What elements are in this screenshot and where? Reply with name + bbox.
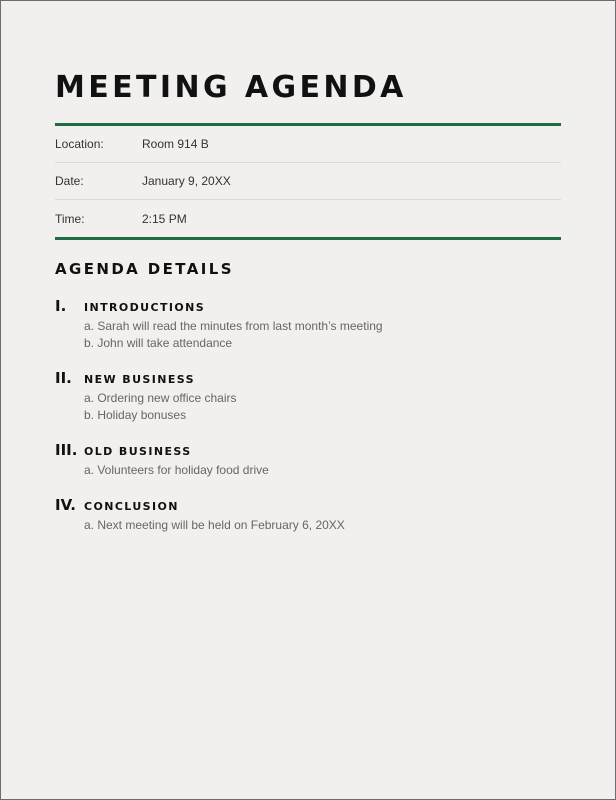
list-item: b. John will take attendance — [84, 336, 233, 350]
section-subitems — [84, 462, 561, 479]
section-title: INTRODUCTIONS — [84, 301, 206, 314]
agenda-section-old-business — [55, 441, 561, 479]
list-item: a. Ordering new office chairs — [84, 391, 237, 405]
agenda-section-new-business — [55, 369, 561, 424]
date-label: Date: — [55, 174, 84, 188]
section-numeral: I. — [55, 297, 67, 315]
section-numeral: IV. — [55, 496, 76, 514]
list-item: b. Holiday bonuses — [84, 408, 187, 422]
agenda-details-heading: AGENDA DETAILS — [55, 260, 234, 278]
meeting-info-table — [55, 126, 561, 237]
section-subitems — [84, 390, 561, 424]
list-item: a. Sarah will read the minutes from last month’s meeting — [84, 319, 383, 333]
section-subitems — [84, 318, 561, 352]
location-label: Location: — [55, 137, 104, 151]
location-value: Room 914 B — [142, 137, 209, 151]
info-row-date — [55, 163, 561, 200]
bottom-divider — [55, 237, 561, 240]
agenda-list — [55, 297, 561, 534]
agenda-section-introductions — [55, 297, 561, 352]
section-numeral: III. — [55, 441, 78, 459]
info-row-time — [55, 200, 561, 237]
time-label: Time: — [55, 211, 85, 226]
info-row-location — [55, 126, 561, 163]
section-title: OLD BUSINESS — [84, 445, 192, 458]
list-item: a. Volunteers for holiday food drive — [84, 463, 269, 477]
list-item: a. Next meeting will be held on February 6, 20XX — [84, 518, 345, 532]
section-numeral: II. — [55, 369, 72, 387]
section-subitems — [84, 517, 561, 534]
agenda-section-conclusion — [55, 496, 561, 534]
section-title: NEW BUSINESS — [84, 373, 195, 386]
time-value: 2:15 PM — [142, 211, 187, 226]
section-title: CONCLUSION — [84, 500, 179, 513]
page-title: MEETING AGENDA — [55, 70, 407, 105]
date-value: January 9, 20XX — [142, 174, 231, 188]
document-content — [55, 71, 561, 554]
